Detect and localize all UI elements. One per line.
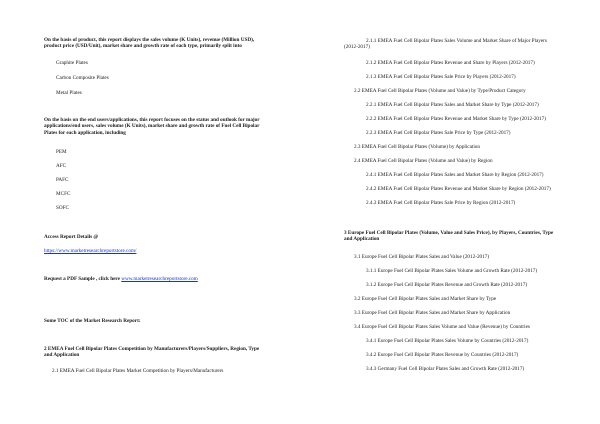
application-item-sofc: SOFC [56,205,69,211]
application-intro-paragraph: On the basis on the end users/applications, this report focuses on the status and outlook for major applications/end users, sales volume (K Units), market share and growth rate of Fuel Cell Bipolar Plates for each application, including [44,117,260,136]
type-item-graphite: Graphite Plates [56,60,88,66]
toc-item-3-1-2: 3.1.2 Europe Fuel Cell Bipolar Plates Revenue and Growth Rate (2012-2017) [366,282,528,288]
toc-item-2-2-2: 2.2.2 EMEA Fuel Cell Bipolar Plates Revenue and Market Share by Type (2012-2017) [366,116,546,122]
toc-item-3-1: 3.1 Europe Fuel Cell Bipolar Plates Sales and Value (2012-2017) [354,254,490,260]
request-sample-label: Request a PDF Sample , click here [44,276,120,282]
toc-item-2-1: 2.1 EMEA Fuel Cell Bipolar Plates Market Competition by Players/Manufacturers [52,368,224,374]
access-report-link[interactable]: https://www.marketresearchreportstore.com/ [44,248,137,254]
toc-item-2-4-3: 2.4.3 EMEA Fuel Cell Bipolar Plates Sale Price by Region (2012-2017) [366,200,516,206]
access-report-label: Access Report Details @ [44,234,99,240]
application-item-pafc: PAFC [56,177,69,183]
toc-item-3-4: 3.4 Europe Fuel Cell Bipolar Plates Sales Volume and Value (Revenue) by Countries [354,324,530,330]
application-item-mcfc: MCFC [56,191,71,197]
request-sample-line [44,276,198,282]
toc-item-2-3: 2.3 EMEA Fuel Cell Bipolar Plates (Volume) by Application [354,144,480,150]
toc-item-2-1-3: 2.1.3 EMEA Fuel Cell Bipolar Plates Sale Price by Players (2012-2017) [366,74,516,80]
toc-item-2-2-3: 2.2.3 EMEA Fuel Cell Bipolar Plates Sale Price by Type (2012-2017) [366,130,511,136]
application-item-pem: PEM [56,149,67,155]
type-item-metal: Metal Plates [56,90,82,96]
toc-item-2-4-2: 2.4.2 EMEA Fuel Cell Bipolar Plates Revenue and Market Share by Region (2012-2017) [366,186,551,192]
toc-section-2: 2 EMEA Fuel Cell Bipolar Plates Competition by Manufacturers/Players/Suppliers, Region, Type and Application [44,346,260,359]
toc-item-2-4-1: 2.4.1 EMEA Fuel Cell Bipolar Plates Sales and Market Share by Region (2012-2017) [366,172,544,178]
toc-item-2-1-2: 2.1.2 EMEA Fuel Cell Bipolar Plates Revenue and Share by Players (2012-2017) [366,60,535,66]
toc-item-2-2-1: 2.2.1 EMEA Fuel Cell Bipolar Plates Sales and Market Share by Type (2012-2017) [366,102,539,108]
toc-item-3-3: 3.3 Europe Fuel Cell Bipolar Plates Sales and Market Share by Application [354,310,511,316]
product-intro-paragraph: On the basis of product, this report displays the sales volume (K Units), revenue (Million USD), product price (USD/Unit), market share and growth rate of each type, primarily split into [44,37,255,50]
request-sample-link[interactable]: www.marketresearchreportstore.com [121,276,198,282]
toc-item-3-4-2: 3.4.2 Europe Fuel Cell Bipolar Plates Revenue by Countries (2012-2017) [366,352,519,358]
type-item-carbon-composite: Carbon Composite Plates [56,75,109,81]
application-item-afc: AFC [56,163,67,169]
toc-heading: Some TOC of the Market Research Report: [44,318,141,324]
toc-item-3-4-3: 3.4.3 Germany Fuel Cell Bipolar Plates Sales and Growth Rate (2012-2017) [366,366,525,372]
toc-item-2-1-1: 2.1.1 EMEA Fuel Cell Bipolar Plates Sales Volume and Market Share of Major Players (2012-2017) [344,38,547,51]
toc-item-3-1-1: 3.1.1 Europe Fuel Cell Bipolar Plates Sales Volume and Growth Rate (2012-2017) [366,268,538,274]
toc-item-3-4-1: 3.4.1 Europe Fuel Cell Bipolar Plates Sales Volume by Countries (2012-2017) [366,338,529,344]
toc-item-3-2: 3.2 Europe Fuel Cell Bipolar Plates Sales and Market Share by Type [354,296,497,302]
toc-item-2-4: 2.4 EMEA Fuel Cell Bipolar Plates (Volume and Value) by Region [354,158,493,164]
toc-item-2-2: 2.2 EMEA Fuel Cell Bipolar Plates (Volume and Value) by Type/Product Category [354,88,526,94]
toc-section-3: 3 Europe Fuel Cell Bipolar Plates (Volume, Value and Sales Price), by Players, Countries, Type and Application [344,230,554,243]
